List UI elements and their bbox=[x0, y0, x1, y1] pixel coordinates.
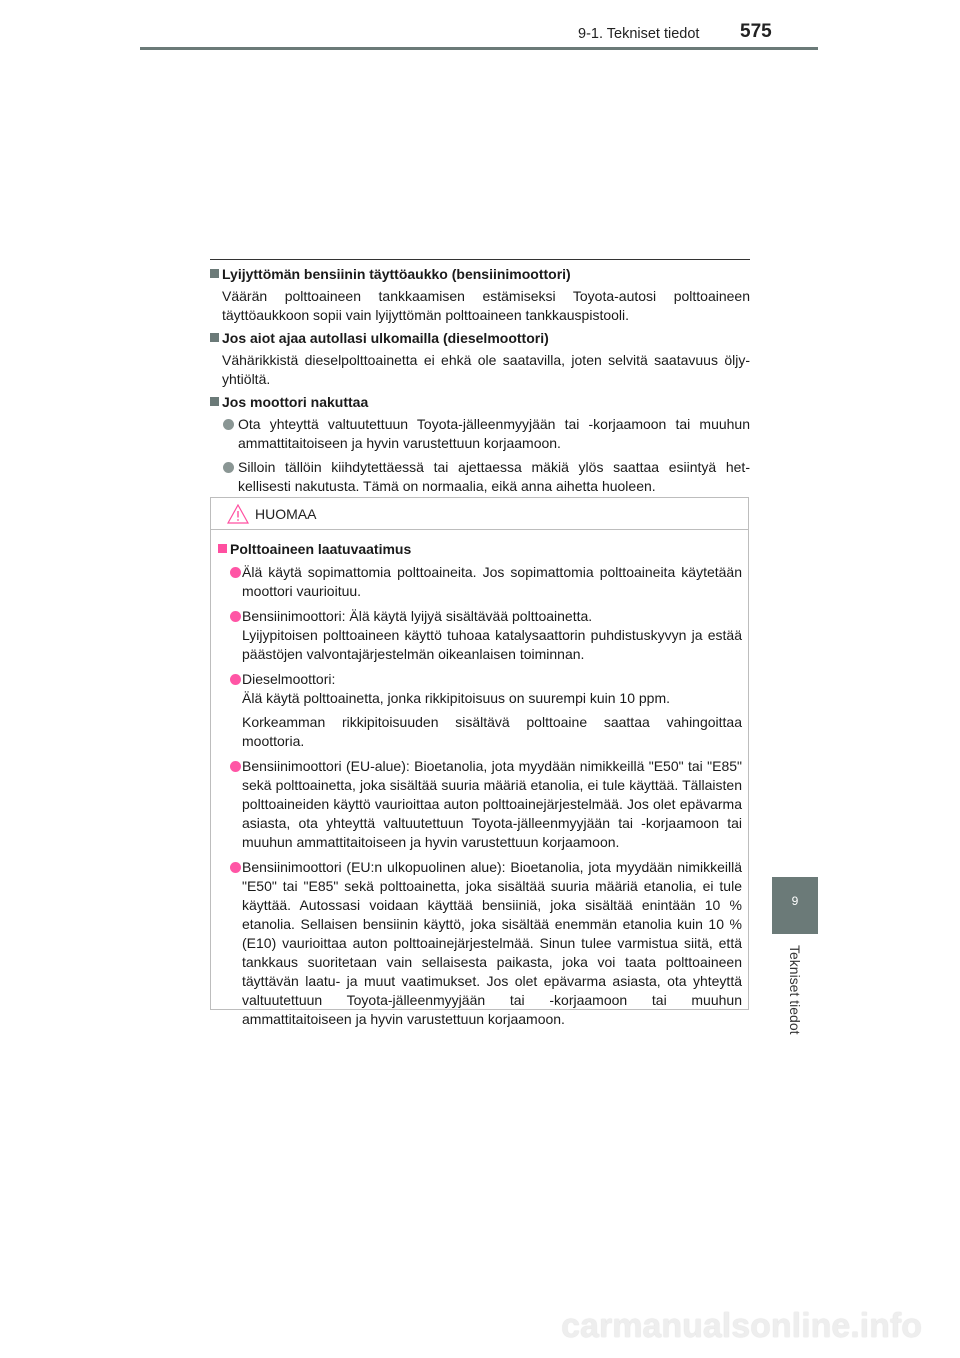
notice-box bbox=[210, 497, 749, 1027]
notice-item: Dieselmoottori: Älä käytä polttoainetta, jonka rikkipitoisuus on suurempi kuin 10 ppm. Korkeamman rikkipitoisuuden sisältävä polttoaine saattaa vahingoittaa moottoria. bbox=[218, 670, 742, 751]
notice-item: Bensiinimoottori: Älä käytä lyijyä sisältävää polttoainetta. Lyijypitoisen polttoaineen käyttö tuhoaa katalysaattorin puhdistuskyvyn ja estää päästöjen valvontajärjestelmän oikeanlaisen toiminnan. bbox=[218, 607, 742, 664]
header-rule bbox=[140, 47, 818, 50]
section-unleaded bbox=[210, 265, 750, 325]
bullet-icon bbox=[230, 862, 241, 873]
bullet-icon bbox=[230, 674, 241, 685]
chapter-tab[interactable] bbox=[772, 877, 818, 934]
section-marker-icon bbox=[218, 544, 227, 553]
content-top-rule bbox=[210, 259, 750, 260]
section-marker-icon bbox=[210, 333, 219, 342]
bullet-icon bbox=[223, 419, 234, 430]
section-text: Vähärikkistä dieselpolttoainetta ei ehkä ole saatavilla, joten selvitä saatavuus öljy-yhtiöltä. bbox=[222, 352, 750, 387]
section-heading: Jos aiot ajaa autollasi ulkomailla (dieselmoottori) bbox=[222, 330, 549, 346]
bullet-icon bbox=[230, 567, 241, 578]
bullet-icon bbox=[223, 462, 234, 473]
notice-label: HUOMAA bbox=[255, 506, 317, 522]
main-content bbox=[210, 265, 750, 496]
chapter-label bbox=[787, 945, 803, 1045]
notice-item: Älä käytä sopimattomia polttoaineita. Jos sopimattomia polttoaineita käytetään moottori vaurioituu. bbox=[218, 563, 742, 601]
list-item: Silloin tällöin kiihdytettäessä tai ajettaessa mäkiä ylös saattaa esiintyä het-kellisesti nakutusta. Tämä on normaalia, eikä anna aihetta huoleen. bbox=[210, 458, 750, 496]
notice-item: Bensiinimoottori (EU-alue): Bioetanolia, jota myydään nimikkeillä "E50" tai "E85" sekä polttoainetta, joka sisältää suuria määriä etanolia, ei tule käyttää. Tällaisten polttoaineiden käyttö vaurioittaa auton polttoainejärjestelmää. Jos olet epävarma asiasta, ota yhteyttä valtuutettuun Toyota-jälleenmyyjään tai -korjaamoon tai muuhun ammattitaitoiseen ja hyvin varustettuun korjaamoon. bbox=[218, 757, 742, 852]
section-marker-icon bbox=[210, 397, 219, 406]
notice-item-extra: Korkeamman rikkipitoisuuden sisältävä polttoaine saattaa vahingoittaa moottoria. bbox=[242, 714, 742, 749]
section-diesel-abroad bbox=[210, 329, 750, 389]
list-item: Ota yhteyttä valtuutettuun Toyota-jälleenmyyjään tai -korjaamoon tai muuhun ammattitaitoiseen ja hyvin varustettuun korjaamoon. bbox=[210, 415, 750, 453]
section-marker-icon bbox=[210, 269, 219, 278]
section-heading: Jos moottori nakuttaa bbox=[222, 394, 369, 410]
section-knocking bbox=[210, 393, 750, 496]
notice-item: Bensiinimoottori (EU:n ulkopuolinen alue): Bioetanolia, jota myydään nimikkeillä "E50" tai "E85" sekä polttoainetta, joka sisältää suuria määriä etanolia, ei tule käyttää. Autossasi voidaan käyttää bensiiniä, joka sisältää enintään 10 % etanolia. Sellaisen bensiinin käyttö, joka sisältää enemmän etanolia kuin 10 % (E10) vaurioittaa auton polttoainejärjestelmää. Sinun tulee varmistua siitä, että tankkaus suoritetaan vain sellaisesta paikasta, joka voi taata polttoaineen täyttävän laatu- ja muut vaatimukset. Jos olet epävarma asiasta, ota yhteyttä valtuutettuun Toyota-jälleenmyyjään tai -korjaamoon tai muuhun ammattitaitoiseen ja hyvin varustettuun korjaamoon. bbox=[218, 858, 742, 1029]
page-number: 575 bbox=[740, 21, 772, 42]
notice-title: Polttoaineen laatuvaatimus bbox=[230, 541, 412, 557]
notice-body bbox=[211, 530, 748, 1029]
section-text: Väärän polttoaineen tankkaamisen estämiseksi Toyota-autosi polttoaineen täyttöaukkoon sopii vain lyijyttömän polttoaineen tankkauspistooli. bbox=[222, 288, 750, 323]
page-footer bbox=[0, 1298, 960, 1358]
chapter-number: 9 bbox=[791, 894, 799, 908]
chapter-label-text: Tekniset tiedot bbox=[787, 945, 803, 1035]
bullet-icon bbox=[230, 761, 241, 772]
section-heading: Lyijyttömän bensiinin täyttöaukko (bensiinimoottori) bbox=[222, 266, 571, 282]
section-title: 9-1. Tekniset tiedot bbox=[578, 26, 700, 42]
bullet-icon bbox=[230, 611, 241, 622]
watermark: carmanualsonline.info bbox=[561, 1307, 922, 1345]
notice-header bbox=[211, 498, 748, 530]
warning-triangle-icon bbox=[227, 504, 249, 524]
page-header bbox=[0, 0, 960, 60]
